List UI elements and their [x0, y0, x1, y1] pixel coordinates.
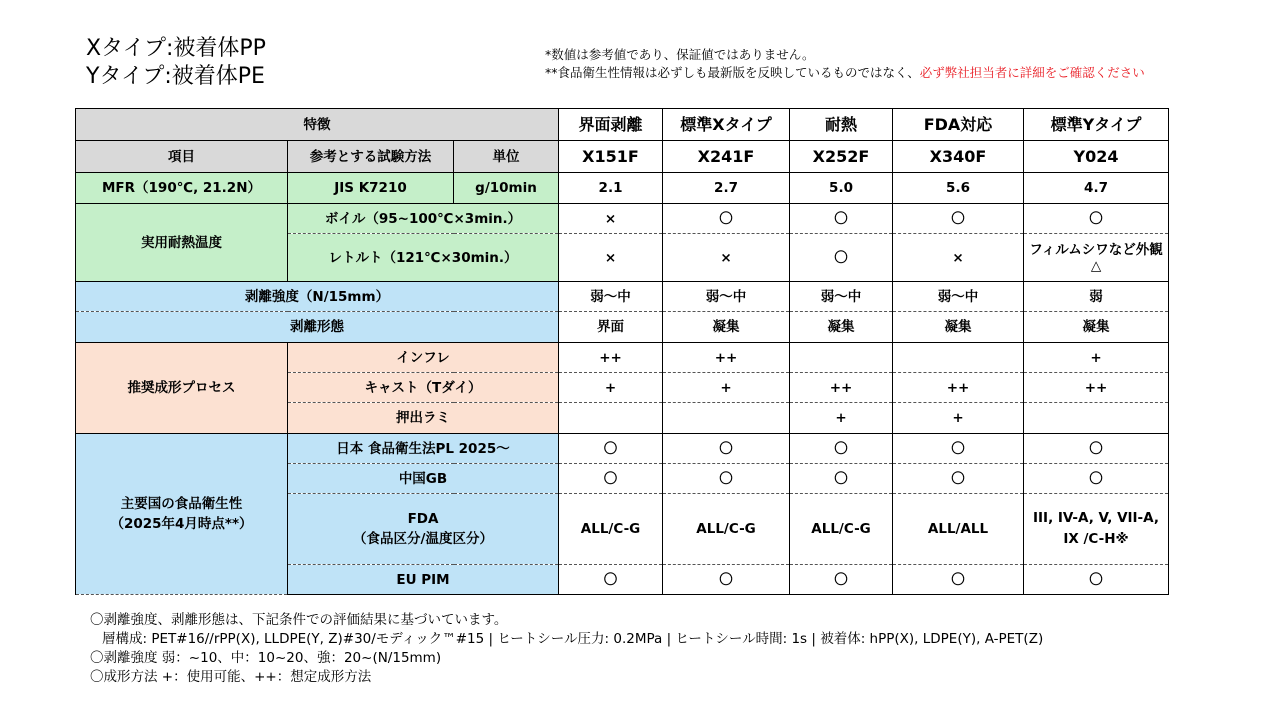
- hygiene-label: [76, 434, 288, 595]
- japan-value: 〇: [790, 434, 893, 464]
- retort-value: ×: [663, 234, 790, 282]
- mfr-unit: g/10min: [454, 173, 559, 204]
- retort-value: ×: [893, 234, 1024, 282]
- fda-value: III, IV-A, V, VII-A, IX /C-H※: [1024, 494, 1169, 565]
- note-hygiene-text: **食品衛生性情報は必ずしも最新版を反映しているものではなく、: [545, 65, 920, 80]
- peel-mode-value: 凝集: [1024, 312, 1169, 343]
- peel-mode-label: 剥離形態: [76, 312, 559, 343]
- fda-label: [288, 494, 559, 565]
- fda-value: ALL/ALL: [893, 494, 1024, 565]
- process-label: 推奨成形プロセス: [76, 343, 288, 434]
- peel-strength-row: [76, 282, 1169, 312]
- china-value: 〇: [663, 464, 790, 494]
- grade-cell: X151F: [559, 141, 663, 173]
- inflation-row: [76, 343, 1169, 373]
- title-line-y: Yタイプ:被着体PE: [86, 64, 265, 89]
- cast-value: ++: [790, 373, 893, 403]
- china-value: 〇: [893, 464, 1024, 494]
- hygiene-label-line2: （2025年4月時点**）: [110, 516, 253, 532]
- peel-strength-value: 弱～中: [790, 282, 893, 312]
- mfr-value: 5.0: [790, 173, 893, 204]
- spec-table: [75, 108, 1169, 595]
- note-hygiene: [545, 64, 1145, 82]
- inflation-value: ++: [663, 343, 790, 373]
- feature-cell: 界面剥離: [559, 109, 663, 141]
- inflation-value: ++: [559, 343, 663, 373]
- china-value: 〇: [1024, 464, 1169, 494]
- cast-value: +: [663, 373, 790, 403]
- grade-cell: X340F: [893, 141, 1024, 173]
- footer-line-layers: 層構成: PET#16//rPP(X), LLDPE(Y, Z)#30/モディック™#15 | ヒートシール圧力: 0.2MPa | ヒートシール時間: 1s | 被着体: hPP(X), LDPE(Y), A-PET(Z): [102, 631, 1044, 647]
- page-title: [86, 35, 266, 91]
- note-reference: *数値は参考値であり、保証値ではありません。: [545, 47, 815, 62]
- retort-label: レトルト（121℃×30min.）: [288, 234, 559, 282]
- japan-row: [76, 434, 1169, 464]
- japan-value: 〇: [893, 434, 1024, 464]
- eu-label: EU PIM: [288, 565, 559, 595]
- japan-value: 〇: [559, 434, 663, 464]
- boil-value: 〇: [893, 204, 1024, 234]
- col-unit-header: 単位: [454, 141, 559, 173]
- eu-value: 〇: [790, 565, 893, 595]
- note-hygiene-warning: 必ず弊社担当者に詳細をご確認ください: [919, 65, 1145, 80]
- inflation-value: +: [1024, 343, 1169, 373]
- grade-cell: Y024: [1024, 141, 1169, 173]
- peel-mode-value: 凝集: [663, 312, 790, 343]
- footer-line-process: 〇成形方法 +：使用可能、++：想定成形方法: [90, 669, 372, 685]
- peel-strength-value: 弱: [1024, 282, 1169, 312]
- china-value: 〇: [790, 464, 893, 494]
- cast-value: +: [559, 373, 663, 403]
- feature-row: [76, 109, 1169, 141]
- footer-notes: [90, 611, 1043, 687]
- feature-header: 特徴: [76, 109, 559, 141]
- notes: [545, 46, 1145, 82]
- peel-mode-value: 界面: [559, 312, 663, 343]
- fda-value: ALL/C-G: [663, 494, 790, 565]
- extrusion-value: [1024, 403, 1169, 434]
- boil-value: 〇: [790, 204, 893, 234]
- boil-value: ×: [559, 204, 663, 234]
- japan-label: 日本 食品衛生法PL 2025～: [288, 434, 559, 464]
- japan-value: 〇: [1024, 434, 1169, 464]
- china-label: 中国GB: [288, 464, 559, 494]
- feature-cell: FDA対応: [893, 109, 1024, 141]
- retort-value: 〇: [790, 234, 893, 282]
- peel-strength-value: 弱～中: [559, 282, 663, 312]
- mfr-value: 5.6: [893, 173, 1024, 204]
- mfr-value: 2.7: [663, 173, 790, 204]
- peel-strength-label: 剥離強度（N/15mm）: [76, 282, 559, 312]
- china-value: 〇: [559, 464, 663, 494]
- cast-label: キャスト（Tダイ）: [288, 373, 559, 403]
- heat-label: 実用耐熱温度: [76, 204, 288, 282]
- mfr-value: 2.1: [559, 173, 663, 204]
- extrusion-value: [559, 403, 663, 434]
- mfr-value: 4.7: [1024, 173, 1169, 204]
- feature-cell: 標準Xタイプ: [663, 109, 790, 141]
- boil-label: ボイル（95~100℃×3min.）: [288, 204, 559, 234]
- cast-value: ++: [893, 373, 1024, 403]
- eu-value: 〇: [1024, 565, 1169, 595]
- peel-mode-row: [76, 312, 1169, 343]
- hygiene-label-line1: 主要国の食品衛生性: [120, 496, 243, 512]
- mfr-label: MFR（190℃, 21.2N）: [76, 173, 288, 204]
- peel-strength-value: 弱～中: [663, 282, 790, 312]
- footer-line-strength: 〇剥離強度 弱：~10、中：10~20、強：20~(N/15mm): [90, 650, 442, 666]
- eu-value: 〇: [663, 565, 790, 595]
- header-row: [76, 141, 1169, 173]
- grade-cell: X252F: [790, 141, 893, 173]
- retort-value: ×: [559, 234, 663, 282]
- boil-row: [76, 204, 1169, 234]
- boil-value: 〇: [1024, 204, 1169, 234]
- grade-cell: X241F: [663, 141, 790, 173]
- fda-label-line2: （食品区分/温度区分）: [353, 531, 493, 547]
- fda-value: ALL/C-G: [790, 494, 893, 565]
- extrusion-value: [663, 403, 790, 434]
- extrusion-value: +: [790, 403, 893, 434]
- peel-mode-value: 凝集: [893, 312, 1024, 343]
- fda-value: ALL/C-G: [559, 494, 663, 565]
- fda-label-line1: FDA: [407, 511, 439, 527]
- mfr-row: [76, 173, 1169, 204]
- inflation-value: [790, 343, 893, 373]
- col-item-header: 項目: [76, 141, 288, 173]
- retort-value: フィルムシワなど外観△: [1024, 234, 1169, 282]
- inflation-label: インフレ: [288, 343, 559, 373]
- extrusion-label: 押出ラミ: [288, 403, 559, 434]
- footer-line-conditions: 〇剥離強度、剥離形態は、下記条件での評価結果に基づいています。: [90, 612, 508, 628]
- peel-mode-value: 凝集: [790, 312, 893, 343]
- feature-cell: 耐熱: [790, 109, 893, 141]
- inflation-value: [893, 343, 1024, 373]
- extrusion-value: +: [893, 403, 1024, 434]
- cast-value: ++: [1024, 373, 1169, 403]
- feature-cell: 標準Yタイプ: [1024, 109, 1169, 141]
- col-method-header: 参考とする試験方法: [288, 141, 454, 173]
- mfr-method: JIS K7210: [288, 173, 454, 204]
- japan-value: 〇: [663, 434, 790, 464]
- eu-value: 〇: [893, 565, 1024, 595]
- boil-value: 〇: [663, 204, 790, 234]
- peel-strength-value: 弱～中: [893, 282, 1024, 312]
- eu-value: 〇: [559, 565, 663, 595]
- title-line-x: Xタイプ:被着体PP: [86, 36, 266, 61]
